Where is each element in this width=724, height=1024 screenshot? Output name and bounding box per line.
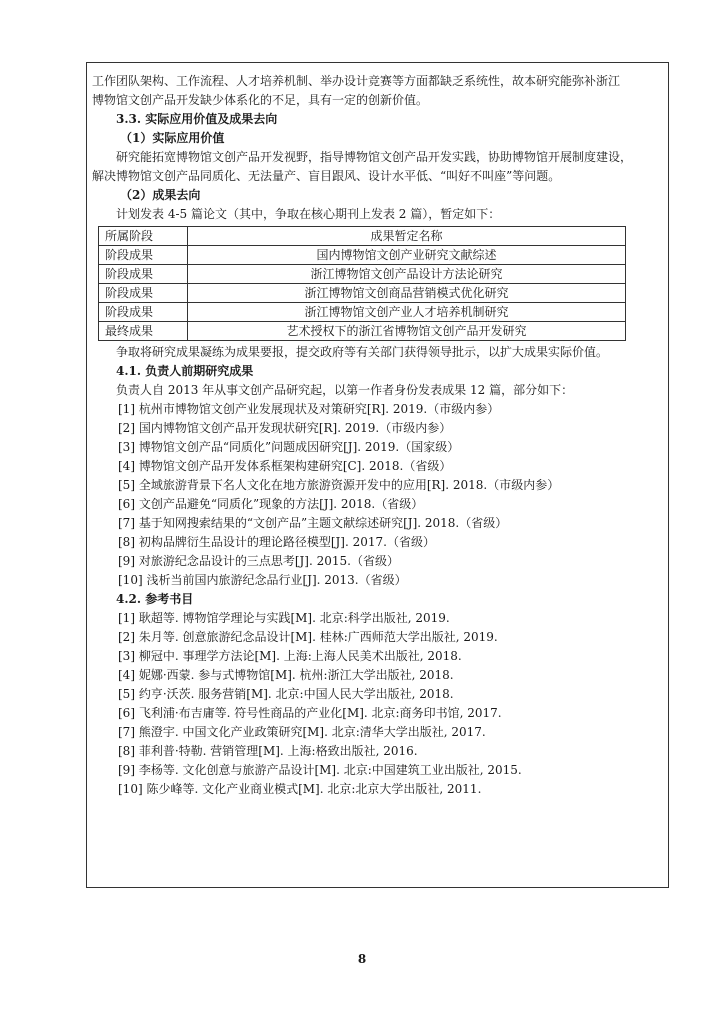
list-item: [6] 文创产品避免“同质化”现象的方法[J]. 2018.（省级） bbox=[118, 497, 424, 511]
list-item: [8] 初构品牌衍生品设计的理论路径模型[J]. 2017.（省级） bbox=[118, 535, 435, 549]
title-cell: 浙江博物馆文创商品营销模式优化研究 bbox=[188, 284, 626, 303]
section-3-3-heading: 3.3. 实际应用价值及成果去向 bbox=[116, 112, 278, 126]
list-item: [2] 国内博物馆文创产品开发现状研究[R]. 2019.（市级内参） bbox=[118, 421, 452, 435]
list-item: [5] 全域旅游背景下名人文化在地方旅游资源开发中的应用[R]. 2018.（市级内参） bbox=[118, 478, 560, 492]
list-item: [3] 柳冠中. 事理学方法论[M]. 上海:上海人民美术出版社, 2018. bbox=[118, 649, 462, 663]
table-row bbox=[99, 322, 626, 341]
title-cell: 艺术授权下的浙江省博物馆文创产品开发研究 bbox=[188, 322, 626, 341]
list-item: [4] 博物馆文创产品开发体系框架构建研究[C]. 2018.（省级） bbox=[118, 459, 452, 473]
page-number: 8 bbox=[357, 952, 367, 966]
stage-cell: 阶段成果 bbox=[99, 284, 188, 303]
list-item: [3] 博物馆文创产品“同质化”问题成因研究[J]. 2019.（国家级） bbox=[118, 440, 460, 454]
title-cell: 浙江博物馆文创产业人才培养机制研究 bbox=[188, 303, 626, 322]
list-item: [9] 对旅游纪念品设计的三点思考[J]. 2015.（省级） bbox=[118, 554, 399, 568]
prior-results-intro: 负责人自 2013 年从事文创产品研究起，以第一作者身份发表成果 12 篇，部分如下： bbox=[116, 383, 574, 397]
stage-cell: 阶段成果 bbox=[99, 246, 188, 265]
list-item: [8] 菲利普·特勒. 营销管理[M]. 上海:格致出版社, 2016. bbox=[118, 744, 418, 758]
title-column-header: 成果暂定名称 bbox=[188, 227, 626, 246]
list-item: [10] 浅析当前国内旅游纪念品行业[J]. 2013.（省级） bbox=[118, 573, 407, 587]
title-cell: 浙江博物馆文创产品设计方法论研究 bbox=[188, 265, 626, 284]
list-item: [7] 基于知网搜索结果的“文创产品”主题文献综述研究[J]. 2018.（省级） bbox=[118, 516, 508, 530]
section-4-1-heading: 4.1. 负责人前期研究成果 bbox=[116, 364, 254, 378]
stage-cell: 阶段成果 bbox=[99, 265, 188, 284]
list-item: [10] 陈少峰等. 文化产业商业模式[M]. 北京:北京大学出版社, 2011. bbox=[118, 782, 482, 796]
list-item: [4] 妮娜·西蒙. 参与式博物馆[M]. 杭州:浙江大学出版社, 2018. bbox=[118, 668, 454, 682]
intro-line-2: 博物馆文创产品开发缺少体系化的不足，具有一定的创新价值。 bbox=[92, 93, 429, 107]
list-item: [2] 朱月等. 创意旅游纪念品设计[M]. 桂林:广西师范大学出版社, 2019. bbox=[118, 630, 498, 644]
intro-line-1: 工作团队架构、工作流程、人才培养机制、举办设计竞赛等方面都缺乏系统性，故本研究能弥补浙江 bbox=[92, 74, 621, 88]
title-cell: 国内博物馆文创产业研究文献综述 bbox=[188, 246, 626, 265]
practical-value-title: （1）实际应用价值 bbox=[120, 131, 225, 145]
table-row bbox=[99, 303, 626, 322]
results-table bbox=[98, 226, 626, 341]
outcome-destination-title: （2）成果去向 bbox=[120, 188, 201, 202]
list-item: [5] 约亨·沃茨. 服务营销[M]. 北京:中国人民大学出版社, 2018. bbox=[118, 687, 454, 701]
list-item: [7] 熊澄宇. 中国文化产业政策研究[M]. 北京:清华大学出版社, 2017. bbox=[118, 725, 486, 739]
document-body bbox=[92, 72, 664, 799]
results-table-header-row bbox=[99, 227, 626, 246]
stage-cell: 最终成果 bbox=[99, 322, 188, 341]
table-row bbox=[99, 246, 626, 265]
practical-value-line-2: 解决博物馆文创产品同质化、无法量产、盲目跟风、设计水平低、“叫好不叫座”等问题。 bbox=[92, 169, 561, 183]
list-item: [1] 杭州市博物馆文创产业发展现状及对策研究[R]. 2019.（市级内参） bbox=[118, 402, 500, 416]
table-row bbox=[99, 265, 626, 284]
stage-column-header: 所属阶段 bbox=[99, 227, 188, 246]
stage-cell: 阶段成果 bbox=[99, 303, 188, 322]
outcome-plan-line: 计划发表 4-5 篇论文（其中，争取在核心期刊上发表 2 篇），暂定如下： bbox=[116, 207, 501, 221]
list-item: [1] 耿超等. 博物馆学理论与实践[M]. 北京:科学出版社, 2019. bbox=[118, 611, 450, 625]
section-4-2-heading: 4.2. 参考书目 bbox=[116, 592, 194, 606]
list-item: [6] 飞利浦·布吉庸等. 符号性商品的产业化[M]. 北京:商务印书馆, 2017. bbox=[118, 706, 502, 720]
list-item: [9] 李杨等. 文化创意与旅游产品设计[M]. 北京:中国建筑工业出版社, 2015. bbox=[118, 763, 522, 777]
after-table-line: 争取将研究成果凝练为成果要报，提交政府等有关部门获得领导批示，以扩大成果实际价值。 bbox=[116, 345, 609, 359]
table-row bbox=[99, 284, 626, 303]
practical-value-line-1: 研究能拓宽博物馆文创产品开发视野，指导博物馆文创产品开发实践，协助博物馆开展制度建设， bbox=[116, 150, 633, 164]
